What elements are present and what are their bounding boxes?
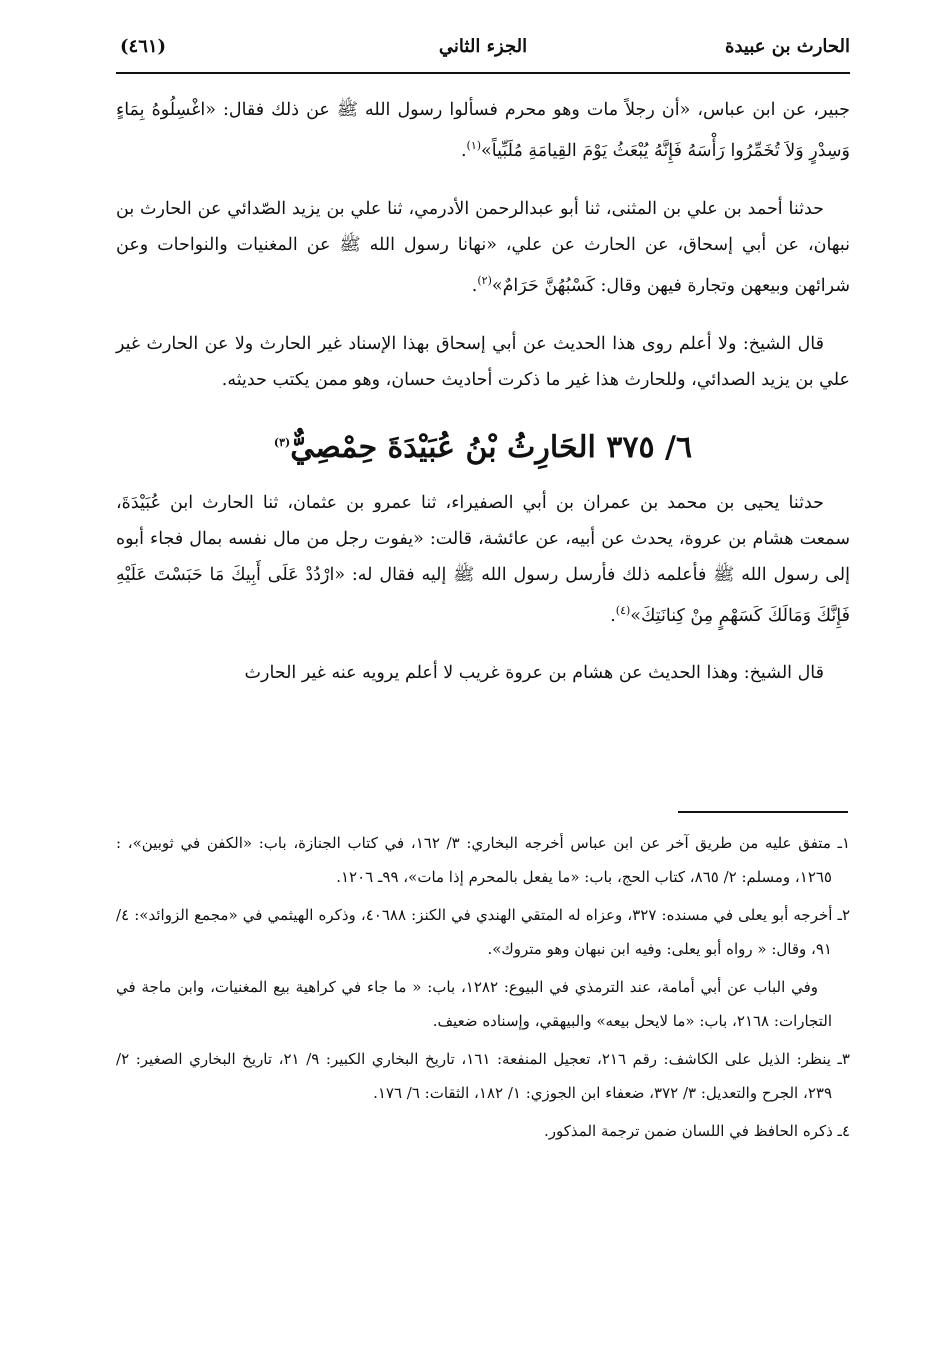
footnote: ٢ـ أخرجه أبو يعلى في مسنده: ٣٢٧، وعزاه له المتقي الهندي في الكنز: ٤٠٦٨٨، وذكره الهيثمي في «مجمع الزوائد»: ٤/ ٩١، وقال: « رواه أبو يعلى: وفيه ابن نبهان وهو متروك». <box>116 906 850 958</box>
header-rule <box>116 72 850 74</box>
paragraph-text: قال الشيخ: ولا أعلم روى هذا الحديث عن أبي إسحاق بهذا الإسناد غير الحارث ولا عن الحارث غير علي بن يزيد الصدائي، وللحارث هذا غير ما ذكرت أحاديث حسان، وهو ممن يكتب حديثه. <box>116 333 850 390</box>
footnote-ref: (١) <box>466 139 482 152</box>
paragraph <box>116 655 850 691</box>
paragraph-text: حدثنا أحمد بن علي بن المثنى، ثنا أبو عبدالرحمن الأدرمي، ثنا علي بن يزيد الصّدائي عن الحارث بن نبهان، عن أبي إسحاق، عن الحارث عن علي، «نهانا رسول الله ﷺ عن المغنيات والنواحات وعن شرائهن وبيعهن وتجارة فيهن وقال: كَسْبُهُنَّ حَرَامٌ» <box>116 198 850 296</box>
footnote-ref: (٣) <box>273 435 291 449</box>
footnote-continuation: وفي الباب عن أبي أمامة، عند الترمذي في البيوع: ١٢٨٢، باب: « ما جاء في كراهية بيع المغنيات، وابن ماجة في التجارات: ٢١٦٨، باب: «ما لايحل بيعه» والبيهقي، وإسناده ضعيف. <box>116 978 832 1030</box>
footnote: ٤ـ ذكره الحافظ في اللسان ضمن ترجمة المذكور. <box>544 1122 850 1140</box>
entry-title <box>116 420 850 471</box>
paragraph-text: حدثنا يحيى بن محمد بن عمران بن أبي الصفيراء، ثنا عمرو بن عثمان، ثنا الحارث ابن عُبَيْدَةَ، سمعت هشام بن عروة، يحدث عن أبيه، عن عائشة، قالت: «يفوت رجل من مال نفسه بمال فجاء أبوه إلى رسول الله ﷺ فأعلمه ذلك فأرسل رسول الله ﷺ إليه فقال له: «ارْدُدْ عَلَى أَبِيكَ مَا حَبَسْتَ عَلَيْهِ فَإِنَّكَ وَمَالَكَ كَسَهْمٍ مِنْ كِنانَتِكَ» <box>116 492 850 626</box>
page-header <box>116 30 850 78</box>
part-label: الجزء الثاني <box>438 36 528 57</box>
footnote-ref: (٤) <box>615 603 631 617</box>
footnote: ١ـ متفق عليه من طريق آخر عن ابن عباس أخرجه البخاري: ٣/ ١٦٢، في كتاب الجنازة، باب: «الكفن في ثوبين»، : ١٢٦٥، ومسلم: ٢/ ٨٦٥، كتاب الحج، باب: «ما يفعل بالمحرم إذا مات»، ٩٩ـ ١٢٠٦. <box>116 834 850 886</box>
paragraph: حدثنا أحمد بن علي بن المثنى، ثنا أبو عبدالرحمن الأدرمي، ثنا علي بن يزيد الصّدائي عن الحارث بن نبهان، عن أبي إسحاق، عن الحارث عن علي، «نهانا رسول الله ﷺ عن المغنيات والنواحات وعن شرائهن وبيعهن وتجارة فيهن وقال: كَسْبُهُنَّ حَرَامٌ»$^{(٢)}$. <box>116 198 850 296</box>
entry-title-text: ٦/ ٣٧٥ الحَارِثُ بْنُ عُبَيْدَةَ حِمْصِيٌّ <box>290 429 693 465</box>
footnotes <box>116 826 850 1152</box>
paragraph: حدثنا يحيى بن محمد بن عمران بن أبي الصفيراء، ثنا عمرو بن عثمان، ثنا الحارث ابن عُبَيْدَةَ، سمعت هشام بن عروة، يحدث عن أبيه، عن عائشة، قالت: «يفوت رجل من مال نفسه بمال فجاء أبوه إلى رسول الله ﷺ فأعلمه ذلك فأرسل رسول الله ﷺ إليه فقال له: «ارْدُدْ عَلَى أَبِيكَ مَا حَبَسْتَ عَلَيْهِ فَإِنَّكَ وَمَالَكَ كَسَهْمٍ مِنْ كِنانَتِكَ»$^{(٤)}$. <box>116 492 850 626</box>
paragraph <box>116 326 850 398</box>
footnote-ref: (٢) <box>477 273 492 287</box>
paragraph-text: جبير، عن ابن عباس، «أن رجلاً مات وهو محرم فسألوا رسول الله ﷺ عن ذلك فقال: «اغْسِلُوهُ بِمَاءٍ وَسِدْرٍ وَلاَ تُخَمِّرُوا رَأْسَهُ فَإِنَّهُ يُبْعَثُ يَوْمَ القِيامَةِ مُلَبِّياً» <box>116 100 850 161</box>
paragraph: جبير، عن ابن عباس، «أن رجلاً مات وهو محرم فسألوا رسول الله ﷺ عن ذلك فقال: «اغْسِلُوهُ بِمَاءٍ وَسِدْرٍ وَلاَ تُخَمِّرُوا رَأْسَهُ فَإِنَّهُ يُبْعَثُ يَوْمَ القِيامَةِ مُلَبِّياً»$^{(١)}$. <box>116 100 850 161</box>
footnote-separator <box>678 811 848 813</box>
main-text <box>116 92 850 713</box>
running-title: الحارث بن عبيدة <box>725 36 850 57</box>
footnote: ٣ـ ينظر: الذيل على الكاشف: رقم ٢١٦، تعجيل المنفعة: ١٦١، تاريخ البخاري الكبير: ٩/ ٢١، تاريخ البخاري الصغير: ٢/ ٢٣٩، الجرح والتعديل: ٣/ ٣٧٢، ضعفاء ابن الجوزي: ١/ ١٨٢، الثقات: ٦/ ١٧٦. <box>116 1050 850 1102</box>
page-number: (٤٦١) <box>120 36 167 57</box>
paragraph-text: قال الشيخ: وهذا الحديث عن هشام بن عروة غريب لا أعلم يرويه عنه غير الحارث <box>244 663 824 684</box>
